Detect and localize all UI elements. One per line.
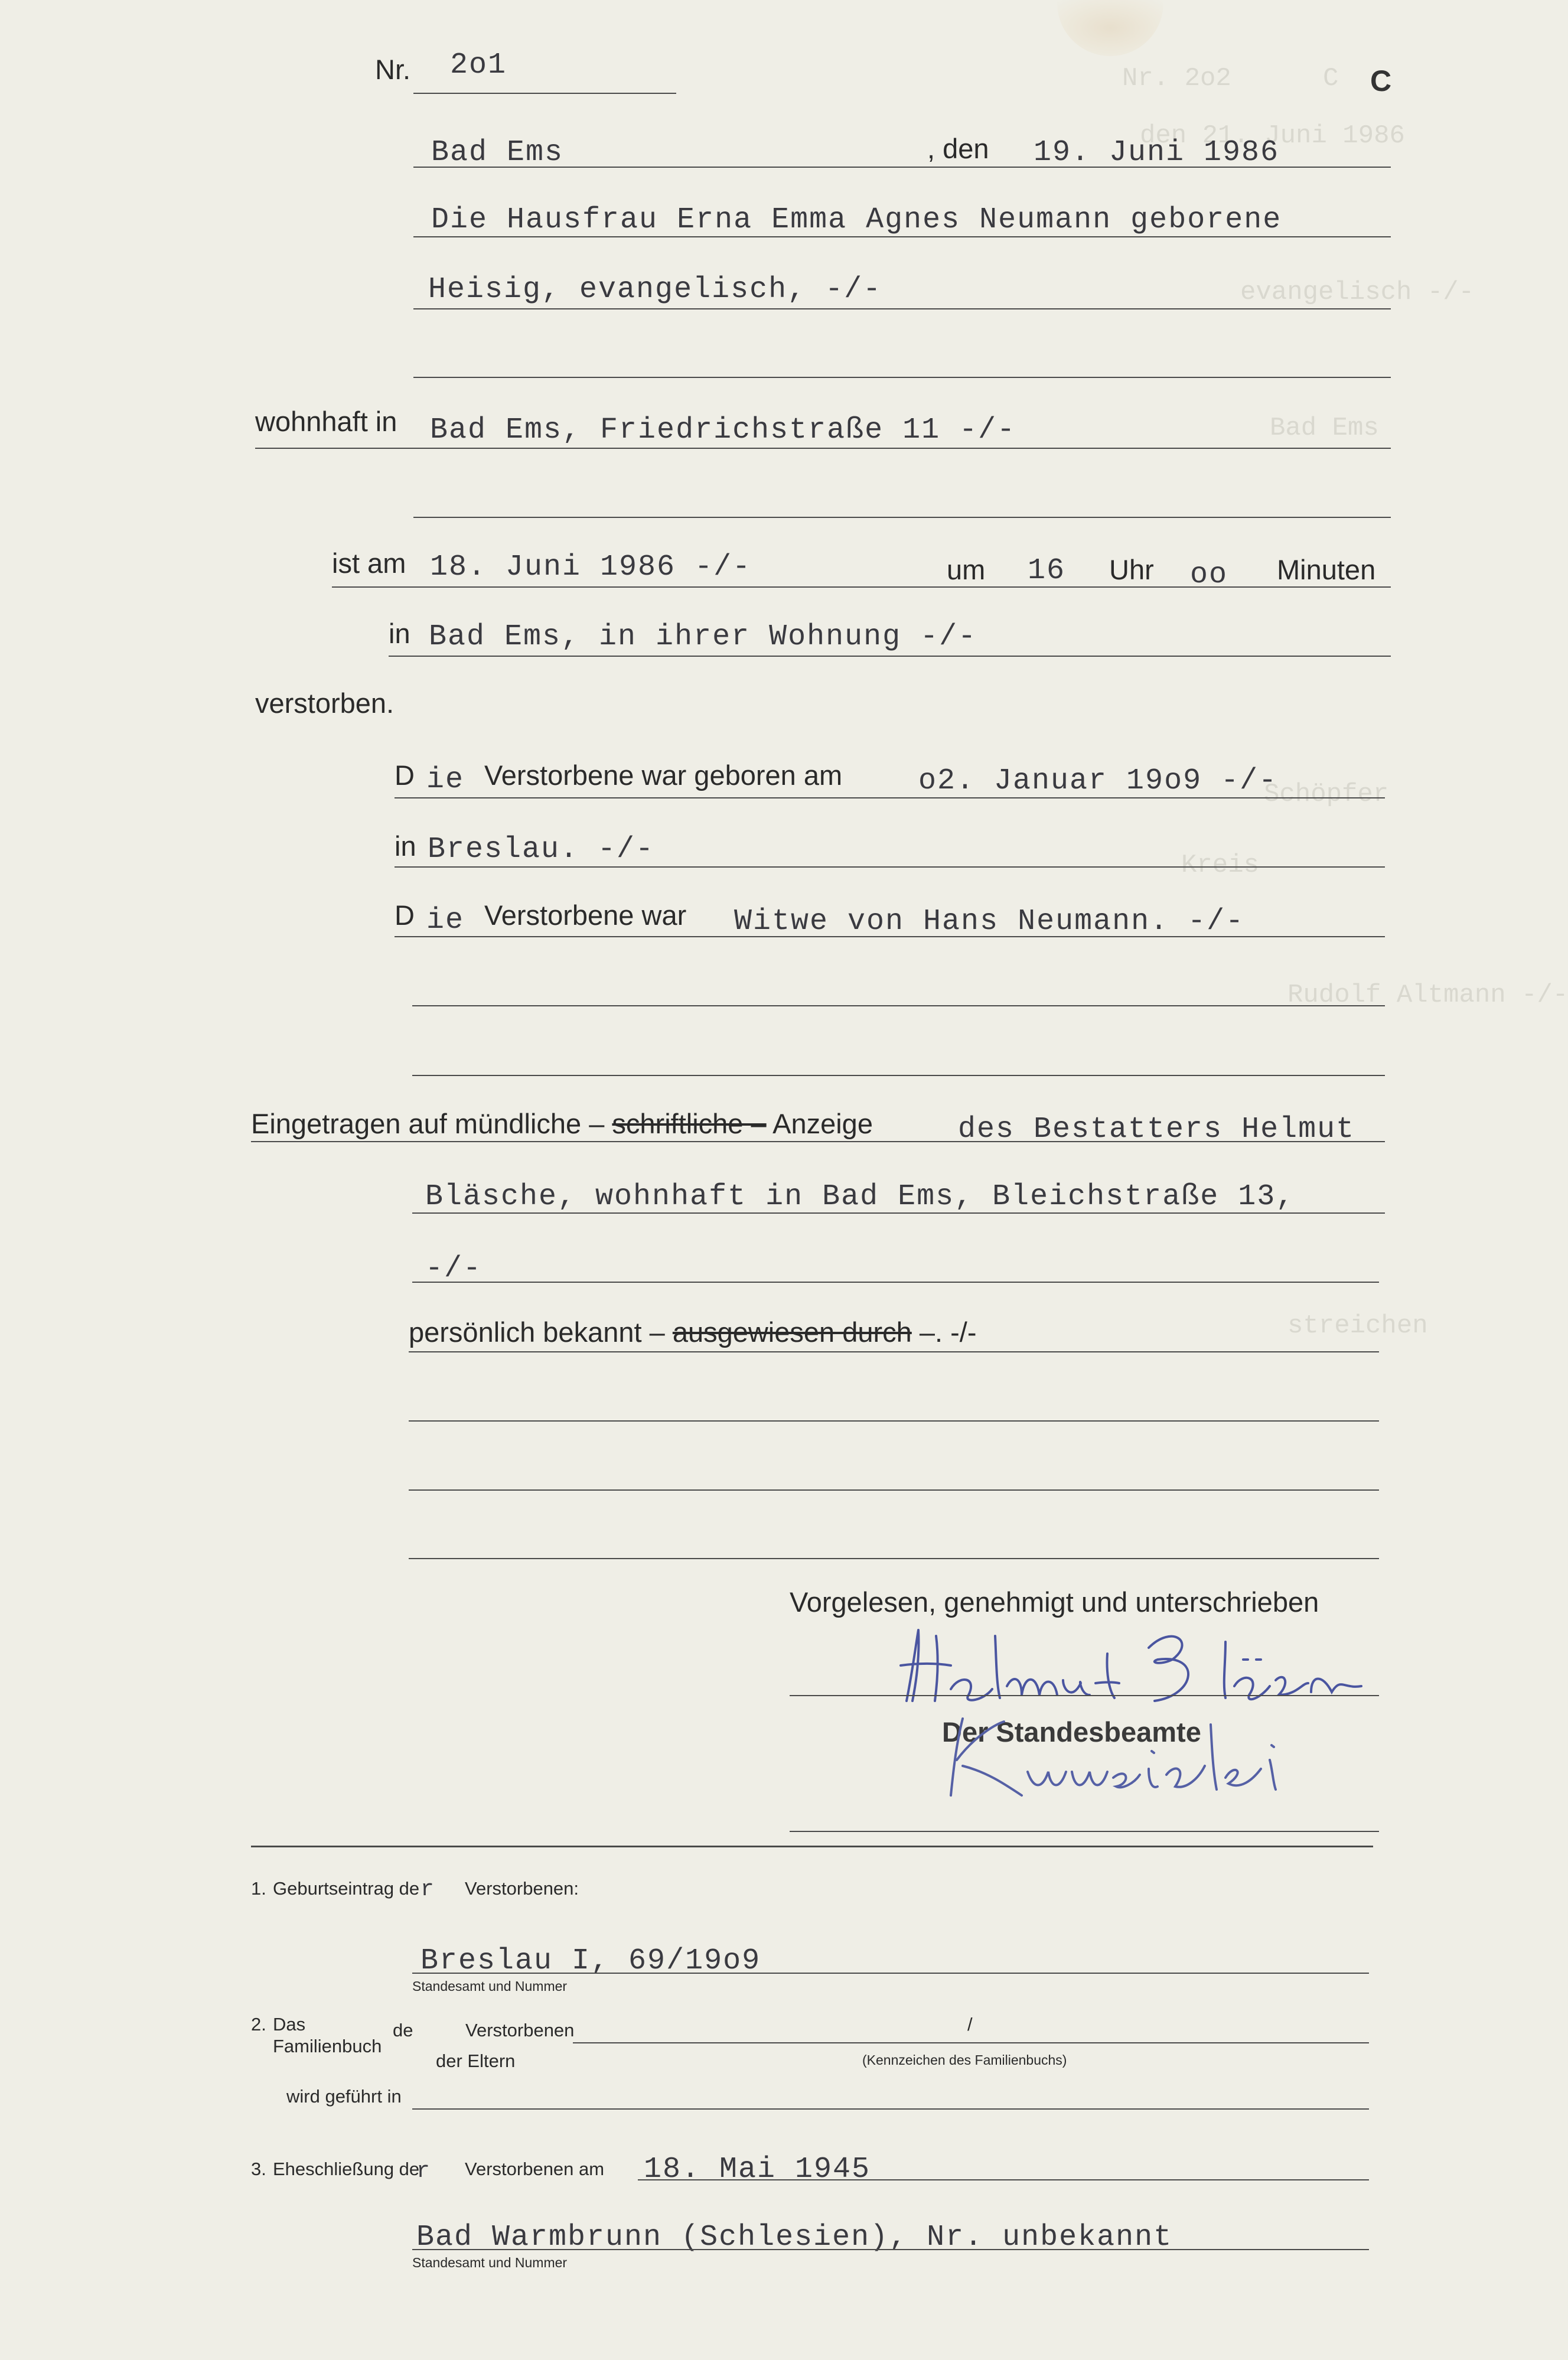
show-through-text: streichen <box>1287 1311 1428 1341</box>
um-label: um <box>947 554 986 585</box>
rule-line <box>251 1141 1385 1142</box>
rule-line <box>790 1831 1379 1832</box>
footer-item-3-label: Eheschließung de <box>273 2159 420 2179</box>
rule-line <box>412 1282 1379 1283</box>
rule-line <box>413 308 1391 309</box>
rule-line <box>255 448 1391 449</box>
rule-line <box>409 1558 1379 1559</box>
footer-item-3-caption: Standesamt und Nummer <box>412 2255 568 2270</box>
show-through-text: C <box>1323 64 1339 93</box>
informant-line-3: -/- <box>425 1252 483 1286</box>
footer-item-2-slash: / <box>967 2014 973 2035</box>
identity-struck: ausgewiesen durch <box>672 1316 912 1348</box>
place-value: Bad Ems <box>431 136 564 169</box>
footer-item-1-caption: Standesamt und Nummer <box>412 1978 568 1994</box>
rule-line <box>638 2179 1369 2180</box>
show-through-text: Nr. 2o2 <box>1122 64 1231 93</box>
footer-item-3-label-b: Verstorbenen am <box>465 2159 605 2179</box>
footer-marriage-date: 18. Mai 1945 <box>644 2153 871 2186</box>
header-date: 19. Juni 1986 <box>1034 136 1280 169</box>
footer-item-2-num: 2. <box>251 2014 266 2035</box>
rule-line <box>413 93 676 94</box>
footer-item-1-label: Geburtseintrag de <box>273 1878 420 1899</box>
rule-line <box>389 656 1391 657</box>
rule-line <box>790 1695 1379 1696</box>
read-approved-label: Vorgelesen, genehmigt und unterschrieben <box>790 1586 1319 1618</box>
birth-label: Verstorbene war geboren am <box>484 759 843 791</box>
registration-label <box>251 1107 873 1140</box>
registration-label-oral: Eingetragen auf mündliche – <box>251 1108 605 1139</box>
rule-line <box>409 1420 1379 1422</box>
rule-line <box>412 2108 1369 2110</box>
rule-line <box>395 936 1385 937</box>
registrar-signature <box>939 1701 1323 1807</box>
identity-tail: –. -/- <box>919 1316 977 1348</box>
residence-label: wohnhaft in <box>255 406 397 437</box>
rule-line <box>409 1351 1379 1352</box>
registration-label-struck: schriftliche – <box>612 1108 767 1139</box>
show-through-text: Bad Ems <box>1270 413 1379 443</box>
rule-line <box>332 586 1391 588</box>
informant-line-1: des Bestatters Helmut <box>958 1113 1355 1146</box>
informant-signature <box>895 1618 1379 1713</box>
footer-item-2-de: de <box>393 2020 413 2040</box>
person-line-2: Heisig, evangelisch, -/- <box>428 273 882 307</box>
registration-label-report: Anzeige <box>772 1108 873 1139</box>
status-ie-typed: ie <box>426 904 465 937</box>
birth-date: o2. Januar 19o9 -/- <box>918 764 1278 798</box>
ist-am-label: ist am <box>332 547 406 579</box>
rule-line <box>412 2249 1369 2250</box>
footer-item-3-typed: r <box>416 2159 431 2184</box>
identity-label <box>409 1316 977 1348</box>
death-place: Bad Ems, in ihrer Wohnung -/- <box>429 620 977 654</box>
birth-place: Breslau. -/- <box>428 833 655 866</box>
footer-birth-entry: Breslau I, 69/19o9 <box>420 1944 761 1978</box>
informant-signature-text: Helmut Bläsche <box>895 1618 899 1619</box>
birth-d-prefix: D <box>395 759 415 791</box>
rule-line <box>412 1005 1385 1006</box>
footer-marriage-entry: Bad Warmbrunn (Schlesien), Nr. unbekannt <box>416 2221 1173 2254</box>
show-through-text: evangelisch -/- <box>1240 278 1475 307</box>
rule-line <box>395 797 1385 798</box>
show-through-text: Kreis <box>1181 850 1260 880</box>
footer-item-3-num: 3. <box>251 2159 266 2179</box>
show-through-text: Schöpfer <box>1264 780 1389 809</box>
footer-item-1-num: 1. <box>251 1878 266 1899</box>
birth-ie-typed: ie <box>426 763 465 797</box>
show-through-text: Rudolf Altmann -/- <box>1287 980 1568 1010</box>
footer-separator <box>251 1846 1373 1847</box>
footer-item-2-familienbuch: Familienbuch <box>273 2036 382 2056</box>
status-value: Witwe von Hans Neumann. -/- <box>734 905 1245 938</box>
paper-stain <box>1057 0 1163 56</box>
rule-line <box>573 2042 1369 2043</box>
rule-line <box>412 1075 1385 1076</box>
rule-line <box>412 1973 1369 1974</box>
footer-item-1-label-b: Verstorbenen: <box>465 1878 579 1899</box>
status-d-prefix: D <box>395 899 415 931</box>
death-in-label: in <box>389 618 410 649</box>
identity-known: persönlich bekannt – <box>409 1316 665 1348</box>
registrar-label: Der Standesbeamte <box>942 1716 1201 1748</box>
footer-item-2-verstorbenen: Verstorbenen <box>465 2020 575 2040</box>
den-label: , den <box>927 133 989 164</box>
corner-letter: C <box>1370 64 1392 97</box>
rule-line <box>413 236 1391 237</box>
minuten-label: Minuten <box>1277 554 1376 585</box>
death-minutes: oo <box>1190 558 1228 592</box>
birth-in-label: in <box>395 830 416 862</box>
status-label: Verstorbene war <box>484 899 687 931</box>
footer-item-1-typed: r <box>420 1877 435 1902</box>
uhr-label: Uhr <box>1109 554 1154 585</box>
footer-item-2-caption: (Kennzeichen des Familienbuchs) <box>862 2052 1067 2068</box>
footer-item-2-das: Das <box>273 2014 306 2035</box>
footer-item-2-wird: wird geführt in <box>286 2086 402 2107</box>
death-date: 18. Juni 1986 -/- <box>430 550 752 584</box>
rule-line <box>409 1489 1379 1491</box>
rule-line <box>412 1212 1385 1214</box>
verstorben-label: verstorben. <box>255 687 395 719</box>
residence-value: Bad Ems, Friedrichstraße 11 -/- <box>430 413 1016 447</box>
informant-line-2: Bläsche, wohnhaft in Bad Ems, Bleichstraße 13, <box>425 1180 1295 1214</box>
register-number-value: 2o1 <box>450 48 507 82</box>
rule-line <box>413 167 1391 168</box>
death-hour: 16 <box>1028 554 1066 588</box>
footer-item-2-eltern: der Eltern <box>436 2051 516 2071</box>
rule-line <box>413 517 1391 518</box>
register-number-label: Nr. <box>375 54 411 85</box>
show-through-text: den 21. Juni 1986 <box>1140 121 1405 151</box>
person-line-1: Die Hausfrau Erna Emma Agnes Neumann geborene <box>431 203 1282 237</box>
rule-line <box>413 377 1391 378</box>
rule-line <box>395 866 1385 868</box>
